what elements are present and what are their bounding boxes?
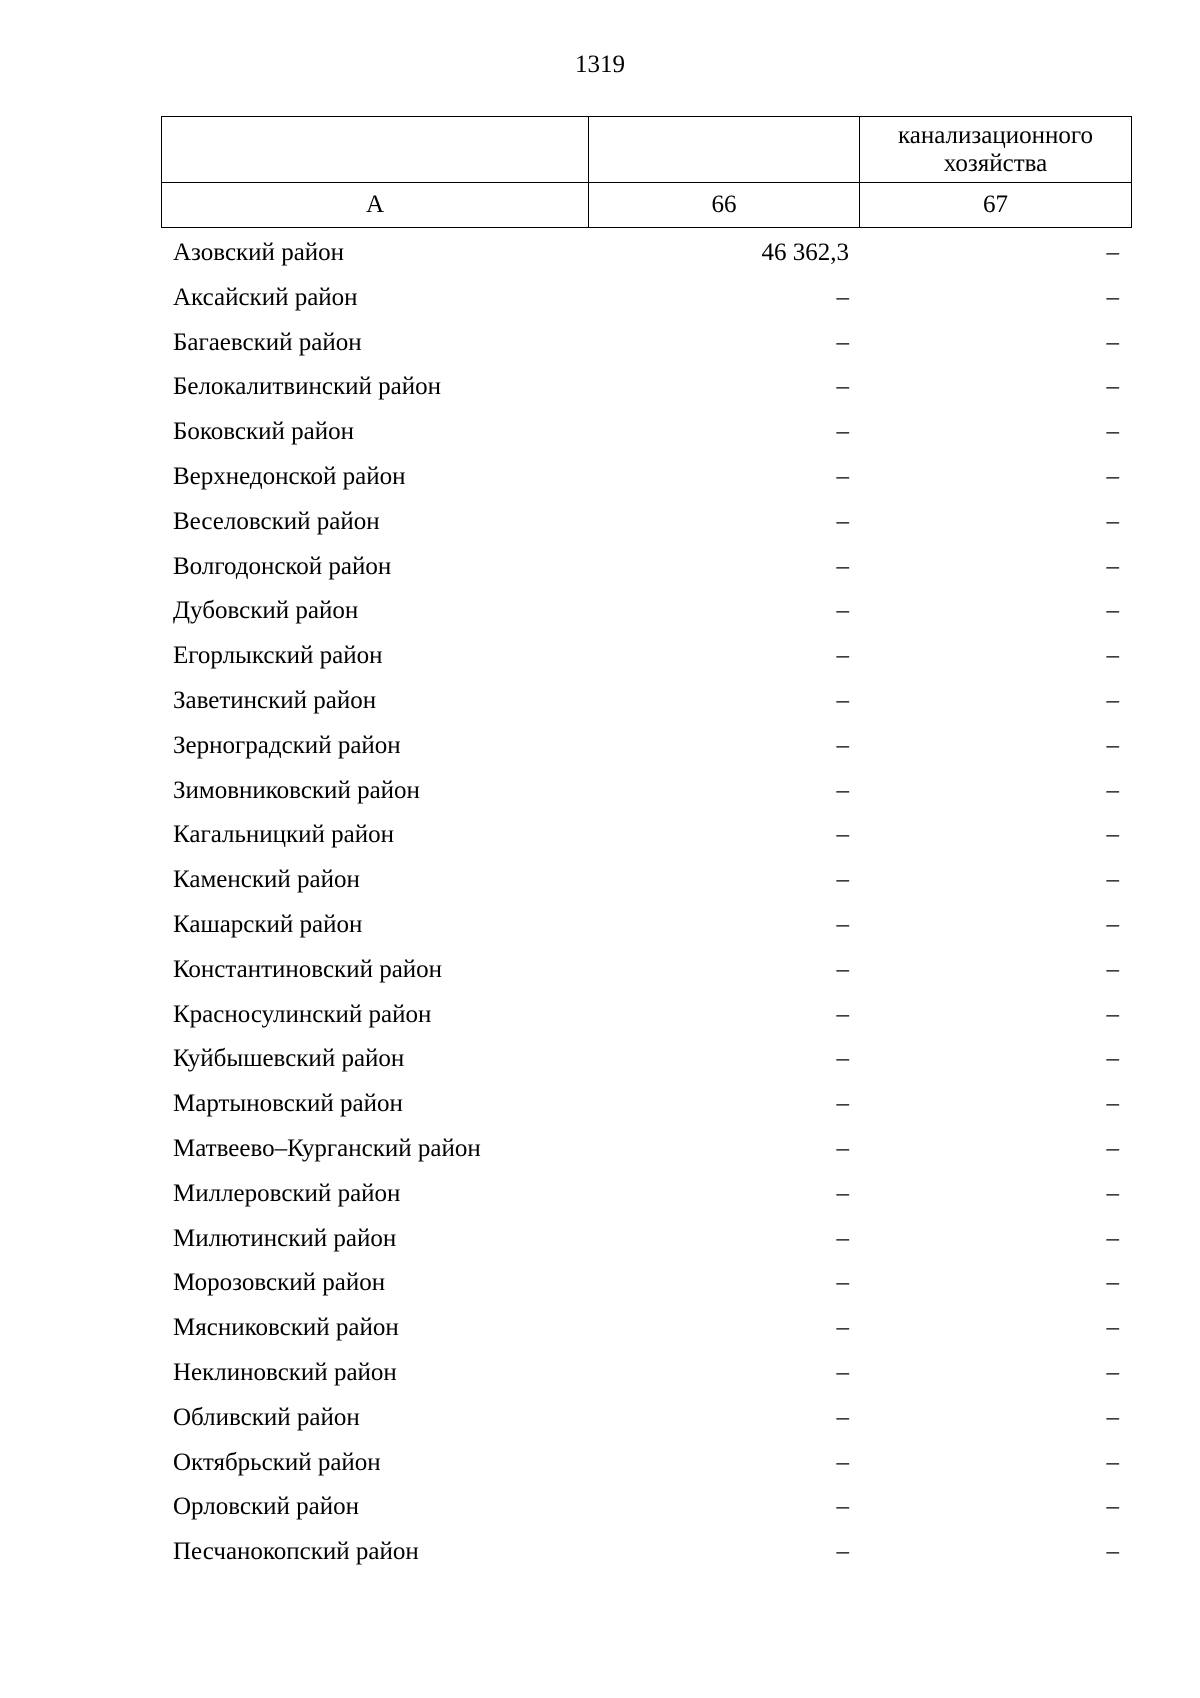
value-col-67: – xyxy=(1106,239,1119,266)
district-name: Орловский район xyxy=(173,1493,359,1521)
value-col-67: – xyxy=(1106,418,1119,446)
value-col-67: – xyxy=(1106,283,1119,311)
table-row xyxy=(161,858,1131,903)
district-name: Красносулинский район xyxy=(173,1000,432,1028)
table-row xyxy=(161,276,1131,321)
value-col-67: – xyxy=(1106,552,1119,580)
value-col-67: – xyxy=(1106,1179,1119,1207)
value-col-66: – xyxy=(836,418,849,446)
district-name: Миллеровский район xyxy=(173,1179,401,1207)
value-col-66: – xyxy=(836,1224,849,1252)
district-name: Аксайский район xyxy=(173,283,358,311)
table-row xyxy=(161,903,1131,948)
district-name: Волгодонской район xyxy=(173,552,392,580)
page-number: 1319 xyxy=(575,51,625,78)
district-name: Дубовский район xyxy=(173,597,359,625)
district-name: Зимовниковский район xyxy=(173,776,420,804)
value-col-67: – xyxy=(1106,866,1119,894)
district-name: Кагальницкий район xyxy=(173,821,395,849)
value-col-67: – xyxy=(1106,597,1119,625)
table-row xyxy=(161,545,1131,590)
value-col-66: – xyxy=(836,1045,849,1073)
table-row xyxy=(161,1306,1131,1351)
district-name: Кашарский район xyxy=(173,910,363,938)
value-col-67: – xyxy=(1106,1538,1119,1566)
district-name: Морозовский район xyxy=(173,1269,386,1297)
district-name: Зерноградский район xyxy=(173,731,401,759)
table-row xyxy=(161,589,1131,634)
district-name: Константиновский район xyxy=(173,955,443,983)
value-col-67: – xyxy=(1106,328,1119,356)
header-col-66-num: 66 xyxy=(589,183,860,228)
district-name: Милютинский район xyxy=(173,1224,397,1252)
value-col-66: – xyxy=(836,1000,849,1028)
value-col-67: – xyxy=(1106,821,1119,849)
district-name: Мартыновский район xyxy=(173,1090,403,1118)
header-col-67-title xyxy=(860,117,1132,183)
table-row xyxy=(161,634,1131,679)
table-row xyxy=(161,1037,1131,1082)
value-col-67: – xyxy=(1106,1224,1119,1252)
value-col-66: – xyxy=(836,821,849,849)
value-col-67: – xyxy=(1106,1403,1119,1431)
district-name: Обливский район xyxy=(173,1403,360,1431)
value-col-66: – xyxy=(836,1179,849,1207)
value-col-66: – xyxy=(836,1314,849,1342)
value-col-67: – xyxy=(1106,910,1119,938)
header-col-66-title xyxy=(589,117,860,183)
table-row xyxy=(161,1441,1131,1486)
value-col-67: – xyxy=(1106,1493,1119,1521)
header-col-a-num: А xyxy=(162,183,589,228)
table-row xyxy=(161,455,1131,500)
district-name: Песчанокопский район xyxy=(173,1538,419,1566)
value-col-66: – xyxy=(836,1134,849,1162)
value-col-67: – xyxy=(1106,1000,1119,1028)
value-col-67: – xyxy=(1106,1269,1119,1297)
table-row xyxy=(161,1172,1131,1217)
district-name: Веселовский район xyxy=(173,507,380,535)
value-col-66: – xyxy=(836,328,849,356)
value-col-67: – xyxy=(1106,686,1119,714)
value-col-67: – xyxy=(1106,1448,1119,1476)
table-row xyxy=(161,1261,1131,1306)
district-name: Белокалитвинский район xyxy=(173,373,441,401)
value-col-67: – xyxy=(1106,731,1119,759)
value-col-67: – xyxy=(1106,1358,1119,1386)
table-row xyxy=(161,321,1131,366)
district-name: Неклиновский район xyxy=(173,1358,397,1386)
value-col-66: – xyxy=(836,597,849,625)
table-row xyxy=(161,1396,1131,1441)
value-col-66: – xyxy=(836,642,849,670)
table-row xyxy=(161,948,1131,993)
table-row xyxy=(161,1530,1131,1575)
value-col-66: – xyxy=(836,1448,849,1476)
table-row xyxy=(161,724,1131,769)
table-row xyxy=(161,1082,1131,1127)
value-col-66: – xyxy=(836,1493,849,1521)
district-name: Верхнедонской район xyxy=(173,462,406,490)
table-row xyxy=(161,1127,1131,1172)
table-row xyxy=(161,410,1131,455)
header-col-67-title-line1: канализационного xyxy=(897,121,1094,149)
value-col-66: – xyxy=(836,1403,849,1431)
table-row xyxy=(161,500,1131,545)
table-header xyxy=(161,116,1132,228)
value-col-66: – xyxy=(836,686,849,714)
table-row xyxy=(161,679,1131,724)
table-row xyxy=(161,813,1131,858)
value-col-67: – xyxy=(1106,373,1119,401)
value-col-66: – xyxy=(836,1538,849,1566)
value-col-67: – xyxy=(1106,462,1119,490)
district-name: Каменский район xyxy=(173,866,360,894)
value-col-67: – xyxy=(1106,1090,1119,1118)
value-col-66: – xyxy=(836,462,849,490)
table-row xyxy=(161,1351,1131,1396)
value-col-66: – xyxy=(836,955,849,983)
value-col-66: – xyxy=(836,866,849,894)
district-name: Заветинский район xyxy=(173,686,377,714)
value-col-67: – xyxy=(1106,955,1119,983)
table-row xyxy=(161,365,1131,410)
value-col-67: – xyxy=(1106,1314,1119,1342)
table-row xyxy=(161,1485,1131,1530)
value-col-67: – xyxy=(1106,642,1119,670)
value-col-67: – xyxy=(1106,507,1119,535)
district-name: Матвеево–Курганский район xyxy=(173,1134,481,1162)
value-col-67: – xyxy=(1106,1045,1119,1073)
value-col-67: – xyxy=(1106,1134,1119,1162)
value-col-66: – xyxy=(836,731,849,759)
value-col-66: – xyxy=(836,507,849,535)
district-name: Боковский район xyxy=(173,418,354,446)
header-col-a-title xyxy=(162,117,589,183)
value-col-66: – xyxy=(836,1269,849,1297)
header-col-67-num: 67 xyxy=(860,183,1132,228)
value-col-67: – xyxy=(1106,776,1119,804)
value-col-66: – xyxy=(836,552,849,580)
district-name: Октябрьский район xyxy=(173,1448,381,1476)
value-col-66: – xyxy=(836,1090,849,1118)
district-name: Багаевский район xyxy=(173,328,362,356)
table-row xyxy=(161,1217,1131,1262)
header-col-67-title-line2: хозяйства xyxy=(943,149,1048,177)
value-col-66: – xyxy=(836,776,849,804)
table-row xyxy=(161,993,1131,1038)
value-col-66: – xyxy=(836,283,849,311)
value-col-66: – xyxy=(836,1358,849,1386)
district-name: Егорлыкский район xyxy=(173,642,383,670)
district-name: Азовский район xyxy=(173,239,345,266)
value-col-66: – xyxy=(836,373,849,401)
header-number-row xyxy=(162,183,1132,228)
table-row xyxy=(161,231,1131,276)
district-name: Куйбышевский район xyxy=(173,1045,405,1073)
table-body xyxy=(161,231,1131,1575)
value-col-66: 46 362,3 xyxy=(761,239,849,266)
header-title-row xyxy=(162,117,1132,183)
district-name: Мясниковский район xyxy=(173,1314,399,1342)
value-col-66: – xyxy=(836,910,849,938)
table-row xyxy=(161,769,1131,814)
